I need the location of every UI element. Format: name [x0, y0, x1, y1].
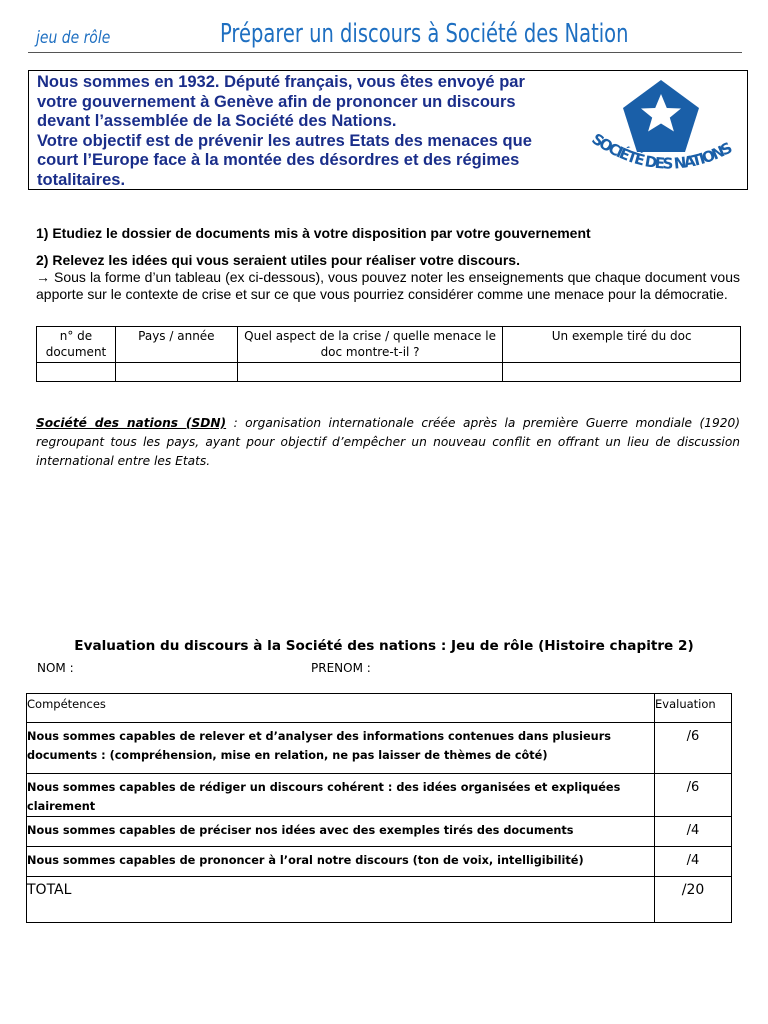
definition-text: : organisation internationale créée après la première Guerre mondiale (1920) regroupant tous les pays, ayant pour objectif d’empêcher un nouveau conflit en offrant un lieu de discussion international entre les Etats. — [36, 416, 740, 468]
table-cell[interactable] — [237, 363, 503, 382]
table-cell[interactable] — [503, 363, 741, 382]
nom-label: NOM : — [37, 661, 74, 675]
intro-box — [28, 70, 748, 190]
intro-line: Votre objectif est de prévenir les autres Etats des menaces que — [37, 131, 532, 150]
definition-term: Société des nations (SDN) — [36, 416, 227, 430]
table-cell[interactable] — [115, 363, 237, 382]
document-table — [36, 326, 741, 382]
role-play-tag: jeu de rôle — [36, 28, 111, 48]
instruction-paragraph: → Sous la forme d’un tableau (ex ci-dessous), vous pouvez noter les enseignements que chaque document vous apporte sur le contexte de crise et sur ce que vous pourriez considérer comme une menace pour la démocratie. — [36, 269, 740, 302]
competence-text: Nous sommes capables de préciser nos idées avec des exemples tirés des documents — [27, 817, 655, 847]
total-row — [27, 877, 732, 923]
col-doc-number: n° de document — [37, 327, 116, 363]
evaluation-table — [26, 693, 732, 923]
intro-line: votre gouvernement à Genève afin de prononcer un discours — [37, 92, 516, 111]
competence-score: /4 — [655, 847, 732, 877]
competence-score: /6 — [655, 723, 732, 774]
page-header — [28, 18, 742, 53]
col-crisis-aspect: Quel aspect de la crise / quelle menace le doc montre-t-il ? — [237, 327, 503, 363]
table-row — [27, 847, 732, 877]
sdn-definition — [36, 414, 740, 471]
page-title: Préparer un discours à Société des Nation — [220, 19, 629, 49]
competence-score: /6 — [655, 774, 732, 817]
table-row — [27, 817, 732, 847]
competence-text: Nous sommes capables de relever et d’analyser des informations contenues dans plusieurs documents : (compréhension, mise en relation, ne pas laisser de thèmes de côté) — [27, 723, 655, 774]
total-label: TOTAL — [27, 877, 655, 923]
table-cell[interactable] — [37, 363, 116, 382]
intro-line: totalitaires. — [37, 170, 126, 189]
evaluation-title: Evaluation du discours à la Société des nations : Jeu de rôle (Histoire chapitre 2) — [74, 638, 694, 654]
evaluation-header-row — [27, 694, 732, 723]
table-header-row — [37, 327, 741, 363]
competence-text: Nous sommes capables de prononcer à l’oral notre discours (ton de voix, intelligibilité) — [27, 847, 655, 877]
intro-line: Nous sommes en 1932. Député français, vous êtes envoyé par — [37, 73, 525, 91]
table-row — [37, 363, 741, 382]
intro-line: court l’Europe face à la montée des désordres et des régimes — [37, 151, 520, 170]
logo-text: SOCIÉTÉ DES NATIONS — [588, 129, 736, 173]
competence-score: /4 — [655, 817, 732, 847]
intro-line: devant l’assemblée de la Société des Nations. — [37, 112, 397, 131]
prenom-label: PRENOM : — [311, 661, 371, 675]
question-1: 1) Etudiez le dossier de documents mis à votre disposition par votre gouvernement — [36, 225, 591, 241]
table-row — [27, 774, 732, 817]
intro-text — [37, 73, 597, 191]
sdn-logo — [579, 76, 745, 188]
total-score: /20 — [655, 877, 732, 923]
col-evaluation: Evaluation — [655, 694, 732, 723]
col-example: Un exemple tiré du doc — [503, 327, 741, 363]
col-competences: Compétences — [27, 694, 655, 723]
table-row — [27, 723, 732, 774]
competence-text: Nous sommes capables de rédiger un discours cohérent : des idées organisées et expliquées clairement — [27, 774, 655, 817]
question-2: 2) Relevez les idées qui vous seraient utiles pour réaliser votre discours. — [36, 252, 520, 268]
col-country-year: Pays / année — [115, 327, 237, 363]
